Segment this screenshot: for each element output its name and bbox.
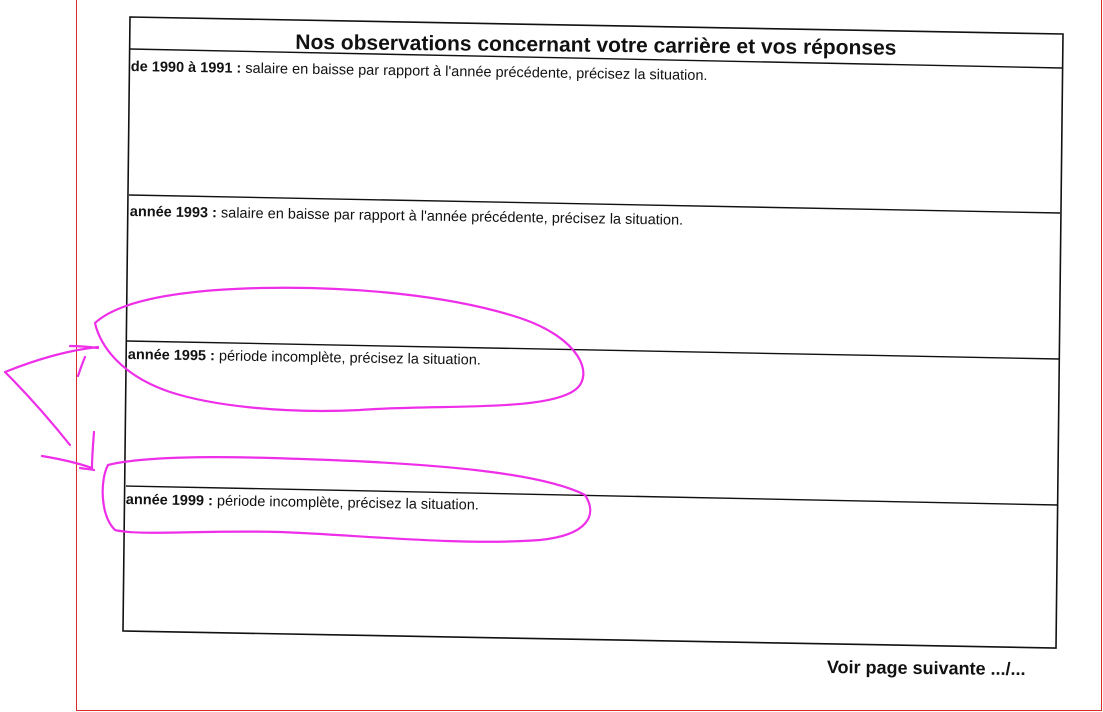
row-year: année 1999 :	[125, 492, 214, 510]
form-title: Nos observations concernant votre carrière et vos réponses	[295, 30, 897, 60]
row-year: année 1993 :	[129, 204, 218, 222]
row-text: période incomplète, précisez la situation.	[214, 348, 482, 369]
row-text: période incomplète, précisez la situation.	[212, 493, 480, 514]
next-page-note: Voir page suivante .../...	[826, 657, 1026, 680]
row-text: salaire en baisse par rapport à l'année précédente, précisez la situation.	[216, 205, 684, 229]
row-year: année 1995 :	[127, 347, 216, 365]
row-text: salaire en baisse par rapport à l'année précédente, précisez la situation.	[241, 60, 708, 85]
row-year: de 1990 à 1991 :	[130, 59, 242, 77]
